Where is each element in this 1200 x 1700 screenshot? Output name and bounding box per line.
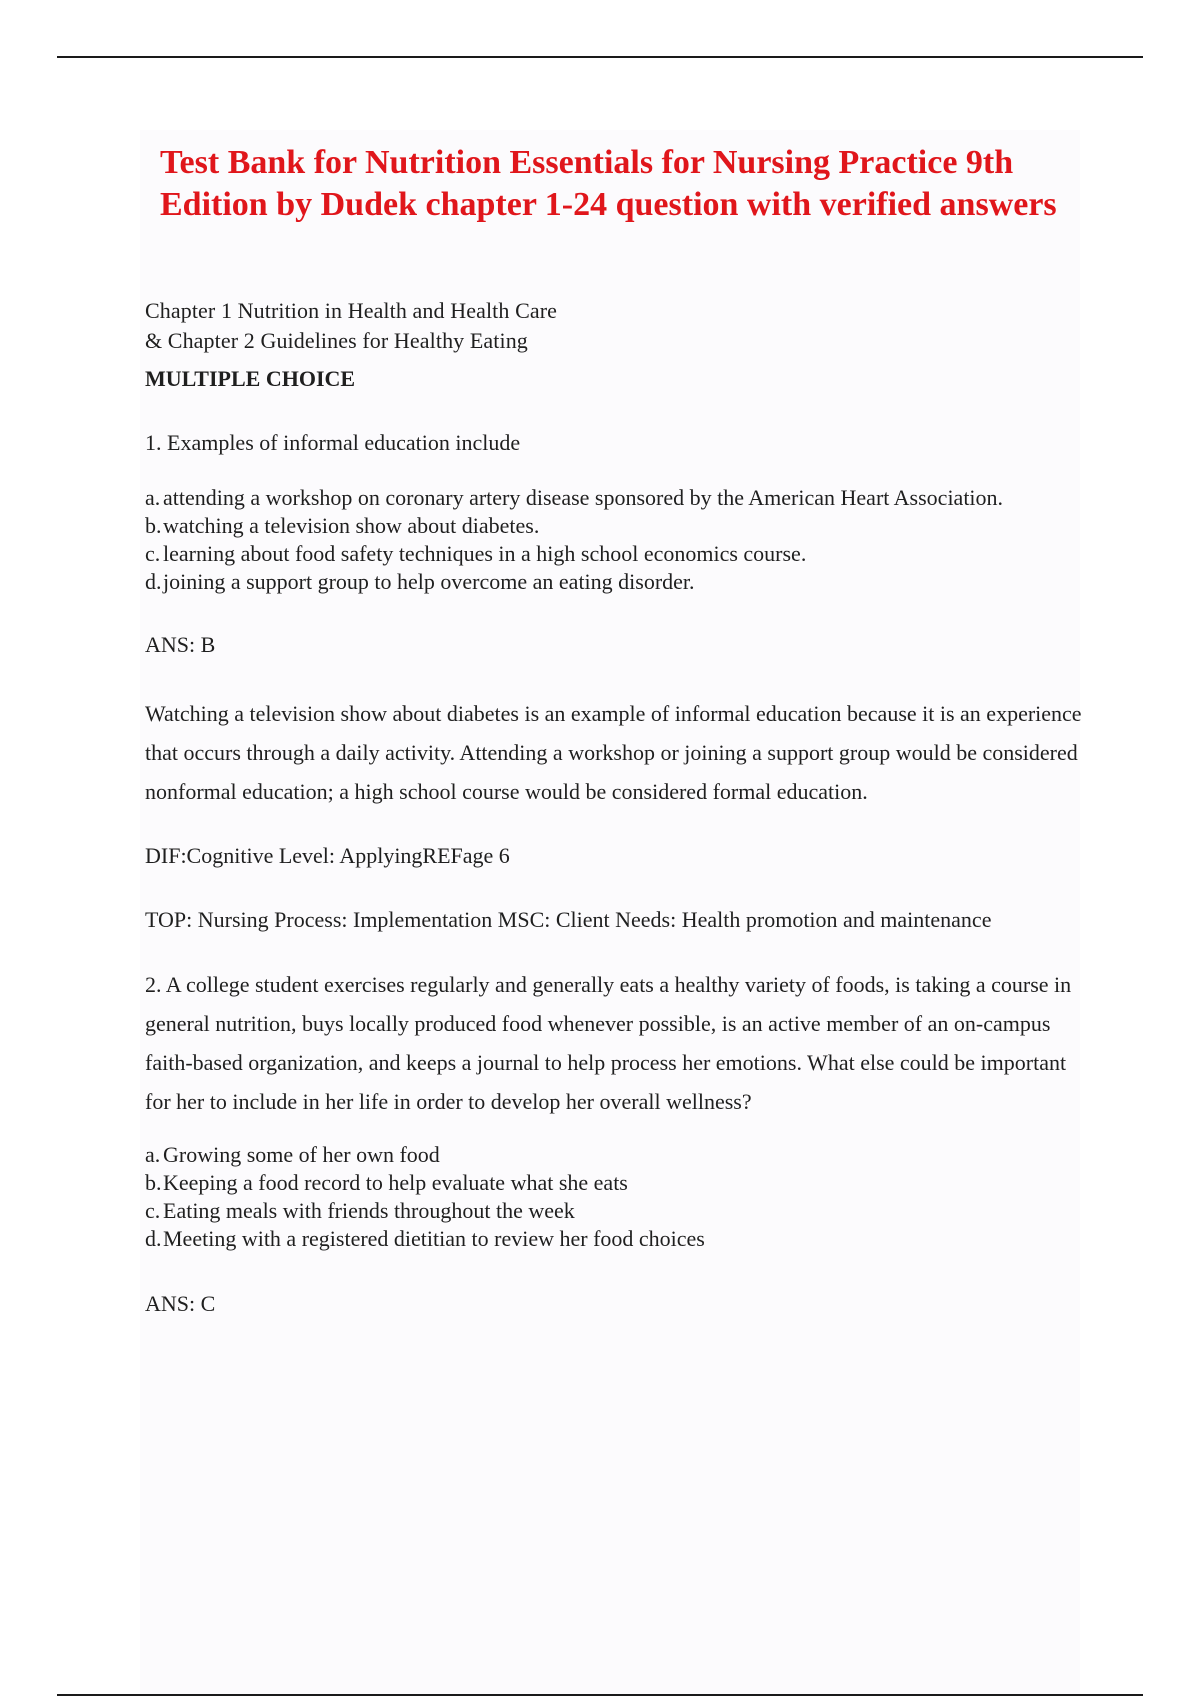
bottom-rule [57,1694,1143,1696]
option-letter: d. [145,1226,162,1251]
document-title: Test Bank for Nutrition Essentials for Nursing Practice 9th Edition by Dudek chapter 1-24 question with verified answers [160,144,1057,223]
option-letter: d. [145,569,162,594]
top-rule [57,56,1143,58]
option-letter: c. [145,541,161,566]
option-text: learning about food safety techniques in a high school economics course. [163,541,807,566]
section-heading: MULTIPLE CHOICE [145,366,356,391]
option-text: Growing some of her own food [163,1142,440,1167]
option-text: attending a workshop on coronary artery disease sponsored by the American Heart Association. [163,485,1004,510]
option-letter: b. [145,1170,162,1195]
option-b [145,1169,1085,1197]
option-a [145,1141,1085,1169]
option-b [145,512,1085,540]
question-2-stem: 2. A college student exercises regularly and generally eats a healthy variety of foods, is taking a course in general nutrition, buys locally produced food whenever possible, is an active member of an on-campus faith-based organization, and keeps a journal to help process her emotions. What else could be important for her to include in her life in order to develop her overall wellness? [145,972,1072,1114]
option-text: Eating meals with friends throughout the week [163,1198,575,1223]
option-letter: a. [145,1142,161,1167]
chapter-line-1: Chapter 1 Nutrition in Health and Health Care [145,298,557,323]
question-1-answer: ANS: B [145,632,216,657]
question-2-answer: ANS: C [145,1291,216,1316]
option-letter: a. [145,485,161,510]
option-text: joining a support group to help overcome an eating disorder. [163,569,695,594]
option-letter: c. [145,1198,161,1223]
question-1-top: TOP: Nursing Process: Implementation MSC: Client Needs: Health promotion and maintenance [145,907,992,932]
document-body [145,296,1085,1319]
question-1-dif: DIF:Cognitive Level: ApplyingREFage 6 [145,843,510,868]
option-text: Meeting with a registered dietitian to review her food choices [163,1226,705,1251]
option-d [145,1225,1085,1253]
option-text: Keeping a food record to help evaluate what she eats [163,1170,628,1195]
chapter-line-2: & Chapter 2 Guidelines for Healthy Eating [145,328,528,353]
option-d [145,568,1085,596]
question-1-options [145,484,1085,596]
option-a [145,484,1085,512]
question-1-stem: 1. Examples of informal education include [145,430,521,455]
question-1-rationale: Watching a television show about diabetes is an example of informal education because it is an experience that occurs through a daily activity. Attending a workshop or joining a support group would be considered nonformal education; a high school course would be considered formal education. [145,701,1082,804]
option-letter: b. [145,513,162,538]
option-c [145,1197,1085,1225]
question-2-options [145,1141,1085,1253]
option-text: watching a television show about diabetes. [163,513,540,538]
option-c [145,540,1085,568]
